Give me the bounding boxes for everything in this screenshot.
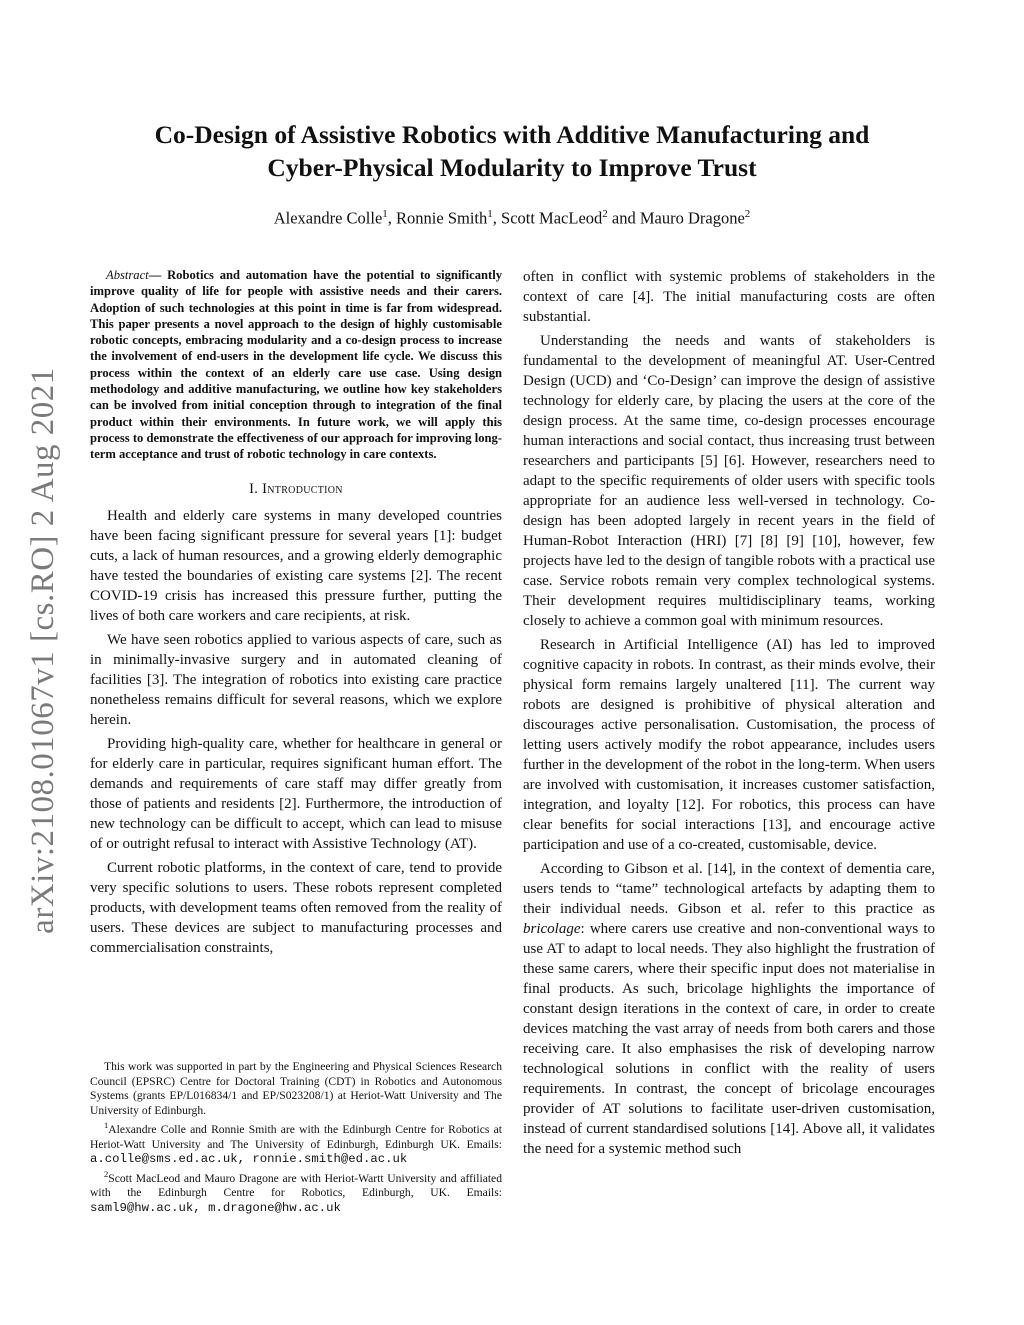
author-name: Ronnie Smith — [396, 208, 488, 228]
body-paragraph: Current robotic platforms, in the context of care, tend to provide very specific solutions to users. These robots represent completed products, with development teams often removed from the reality of users. These devices are subject to manufacturing processes and commercialisation constraints, — [90, 859, 502, 956]
author-list — [100, 208, 924, 229]
funding-footnote: This work was supported in part by the Engineering and Physical Sciences Research Council (EPSRC) Centre for Doctoral Training (CDT) in Robotics and Autonomous Systems (grants EP/L016834/1 and EP/S023208/1) at Heriot-Watt University and The University of Edinburgh. — [90, 1060, 502, 1117]
author-affiliation-mark: 2 — [744, 208, 751, 220]
author-name: Mauro Dragone — [639, 208, 745, 228]
abstract-dash: — — [148, 268, 168, 282]
emphasised-term: bricolage — [523, 921, 581, 937]
paper-title-line-2: Cyber-Physical Modularity to Improve Trust — [267, 153, 757, 182]
body-paragraph: often in conflict with systemic problems of stakeholders in the context of care [4]. The initial manufacturing costs are often substantial. — [523, 269, 935, 325]
author-affiliation-mark: 1 — [382, 208, 388, 220]
abstract-label: Abstract — [106, 268, 149, 282]
body-paragraph: Understanding the needs and wants of stakeholders is fundamental to the development of meaningful AT. User-Centred Design (UCD) and ‘Co-Design’ can improve the design of assistive technology for elderly care, by placing the users at the core of the design process. At the same time, co-design processes encourage human interactions and social contact, thus increasing trust between researchers and participants [5] [6]. However, researchers need to adapt to the specific requirements of older users with specific tools appropriate for an audience less well-versed in technology. Co-design has been adopted largely in recent years in the field of Human-Robot Interaction (HRI) [7] [8] [9] [10], however, few projects have led to the design of tangible robots with a practical use case. Service robots remain very complex technological systems. Their development requires multidisciplinary teams, working closely to achieve a common goal with minimum resources. — [523, 333, 935, 629]
section-number: I. — [249, 480, 263, 497]
abstract — [90, 267, 502, 463]
footnote-mark: 2 — [104, 1169, 109, 1180]
body-paragraph: Providing high-quality care, whether for healthcare in general or for elderly care in particular, requires significant human effort. The demands and requirements of care staff may differ greatly from those of patients and residents [2]. Furthermore, the introduction of new technology can be difficult to accept, which can lead to misuse of or outright refusal to interact with Assistive Technology (AT). — [90, 735, 502, 852]
body-paragraph: Research in Artificial Intelligence (AI) has led to improved cognitive capacity in robots. In contrast, as their minds evolve, their physical form remains largely unaltered [11]. The current way robots are designed is prohibitive of physical alteration and discourages active personalisation. Customisation, the process of letting users actively modify the robot appearance, includes users further in the development of the robot in the long-term. When users are involved with customisation, it increases customer satisfaction, integration, and loyalty [12]. For robotics, this process can have clear benefits for social interactions [13], and encourage active participation and use of a co-created, customisable, device. — [523, 637, 935, 853]
section-title: Introduction — [262, 480, 343, 497]
footnote-text: Alexandre Colle and Ronnie Smith are with the Edinburgh Centre for Robotics at Heriot-Watt University and The University of Edinburgh, Edinburgh UK. Emails: — [90, 1123, 502, 1151]
right-column — [523, 267, 935, 1163]
body-paragraph — [523, 859, 935, 1159]
body-paragraph: We have seen robotics applied to various aspects of care, such as in minimally-invasive surgery and in automated cleaning of facilities [3]. The integration of robotics into existing care practice nonetheless remains difficult for several reasons, which we explore herein. — [90, 631, 502, 728]
paper-title — [100, 118, 924, 184]
author-affiliation-mark: 1 — [487, 208, 493, 220]
affiliation-footnote-2 — [90, 1167, 502, 1216]
abstract-text: Robotics and automation have the potential to significantly improve quality of life for people with assistive needs and their carers. Adoption of such technologies at this point in time is far from widespread. This paper presents a novel approach to the design of highly customisable robotic concepts, embracing modularity and a co-design process to increase the involvement of end-users in the development life cycle. We discuss this process within the context of an elderly care use case. Using design methodology and additive manufacturing, we outline how key stakeholders can be involved from initial conception through to integration of the final product within their environments. In future work, we will apply this process to demonstrate the effectiveness of our approach for improving long-term acceptance and trust of robotic technology in care contexts. — [90, 268, 503, 462]
paragraph-text: : where carers use creative and non-conventional ways to use AT to adapt to local needs. They also highlight the frustration of these same carers, where their specific input does not materialise in final products. As such, bricolage highlights the importance of constant design iterations in the context of care, in order to create devices matching the vast array of needs from both carers and those receiving care. It also emphasises the risk of developing narrow technological solutions in conflict with the reality of users requirements. In contrast, the concept of bricolage encourages provider of AT solutions to facilitate user-driven customisation, instead of current standardised solutions [14]. Above all, it validates the need for a systemic method such — [523, 921, 935, 1157]
arxiv-identifier-text: arXiv:2108.01067v1 [cs.RO] 2 Aug 2021 — [24, 366, 61, 934]
paragraph-text: According to Gibson et al. [14], in the context of dementia care, users tends to “tame” technological artefacts by adapting them to their individual needs. Gibson et al. refer to this practice as — [523, 861, 935, 917]
arxiv-identifier-stamp — [8, 330, 78, 970]
author-separator: and — [607, 208, 640, 228]
body-paragraph: Health and elderly care systems in many developed countries have been facing significant pressure for several years [1]: budget cuts, a lack of human resources, and a growing elderly demographic have tested the boundaries of existing care systems [2]. The recent COVID-19 crisis has increased this pressure further, putting the lives of both care workers and care recipients, at risk. — [90, 507, 502, 624]
footnotes — [90, 1060, 502, 1216]
author-name: Alexandre Colle — [273, 208, 383, 228]
footnote-mark: 1 — [104, 1120, 109, 1131]
author-separator: , — [492, 208, 502, 228]
author-name: Scott MacLeod — [501, 208, 603, 228]
section-heading-introduction — [90, 479, 502, 499]
author-affiliation-mark: 2 — [602, 208, 608, 220]
affiliation-footnote-1 — [90, 1118, 502, 1167]
left-column — [90, 267, 502, 962]
footnote-text: Scott MacLeod and Mauro Dragone are with Heriot-Wartt University and affiliated with the Edinburgh Centre for Robotics, Edinburgh, UK. Emails: — [90, 1171, 502, 1200]
author-separator: , — [387, 208, 397, 228]
paper-title-line-1: Co-Design of Assistive Robotics with Additive Manufacturing and — [154, 120, 870, 149]
email-addresses: a.colle@sms.ed.ac.uk, ronnie.smith@ed.ac.uk — [90, 1152, 408, 1167]
email-addresses: saml9@hw.ac.uk, m.dragone@hw.ac.uk — [90, 1201, 341, 1216]
